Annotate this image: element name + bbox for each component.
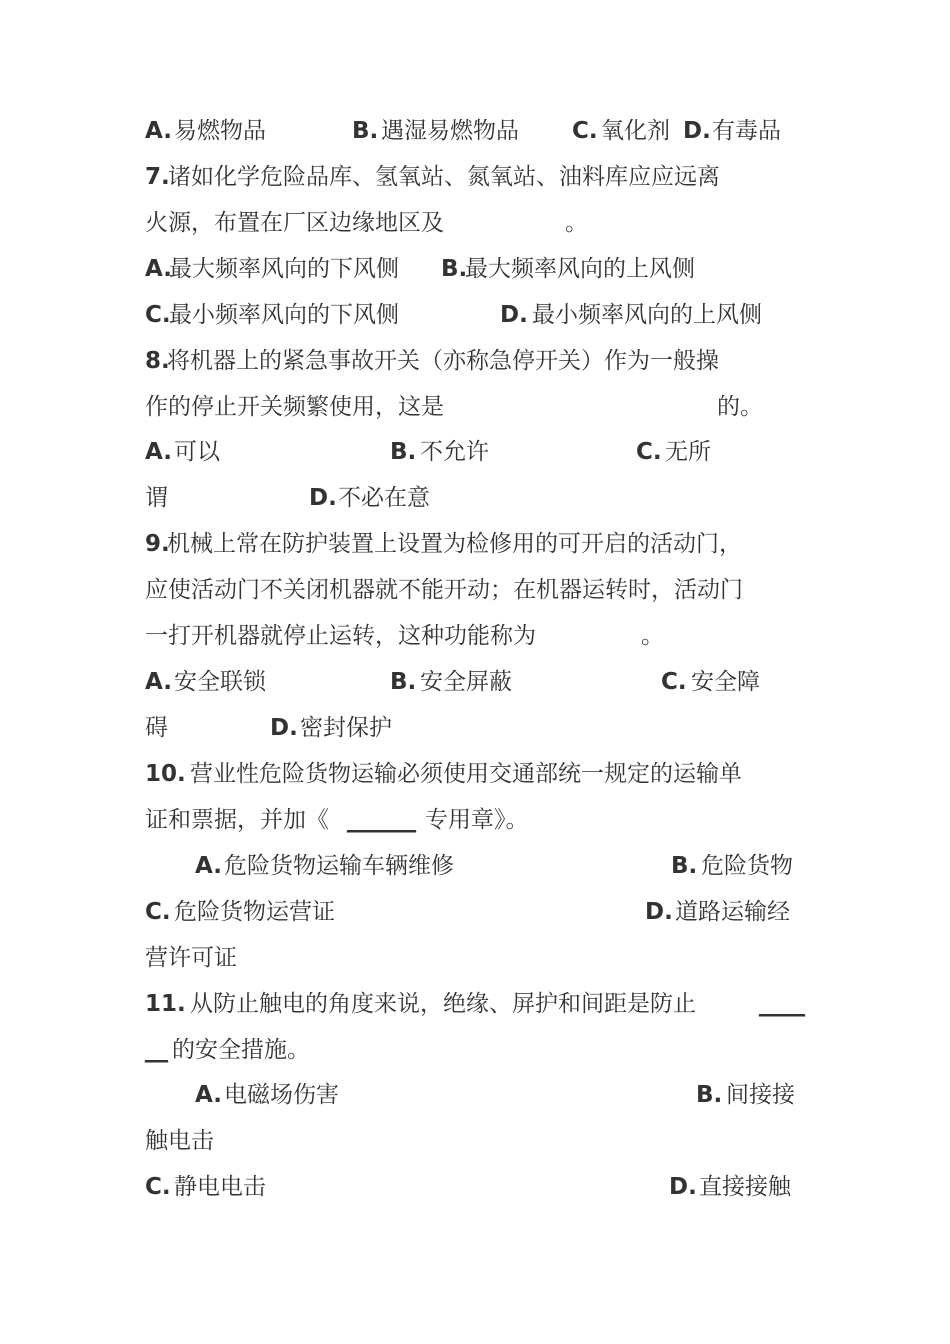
option-letter: D. — [309, 485, 337, 511]
text-segment: 密封保护 — [300, 715, 392, 741]
text-line — [145, 108, 825, 154]
text-line — [145, 981, 825, 1027]
option-letter: D. — [645, 899, 673, 925]
text-segment: 危险货物运营证 — [174, 899, 335, 925]
option-letter: C. — [636, 439, 662, 465]
text-segment: 安全联锁 — [174, 669, 266, 695]
option-letter: C. — [145, 1174, 171, 1200]
text-line — [145, 797, 825, 843]
text-segment: 无所 — [665, 439, 711, 465]
option-letter: C. — [572, 118, 598, 144]
option-letter: D. — [683, 118, 711, 144]
text-line — [145, 1027, 825, 1073]
text-segment: 作的停止开关频繁使用，这是 — [145, 394, 444, 420]
text-line — [145, 705, 825, 751]
text-line — [145, 613, 825, 659]
text-line — [145, 1072, 825, 1118]
text-segment: 诸如化学危险品库、氢氧站、氮氧站、油料库应应远离 — [168, 164, 720, 190]
question-number: 10. — [145, 761, 186, 787]
text-segment: 不必在意 — [338, 485, 430, 511]
text-segment: 最大频率风向的下风侧 — [169, 256, 399, 282]
text-segment: 谓 — [145, 485, 168, 511]
question-number: 11. — [145, 991, 186, 1017]
text-segment: 从防止触电的角度来说，绝缘、屏护和间距是防止 — [190, 991, 696, 1017]
text-segment: 一打开机器就停止运转，这种功能称为 — [145, 623, 536, 649]
option-letter: B. — [390, 669, 417, 695]
text-line — [145, 246, 825, 292]
text-line — [145, 292, 825, 338]
text-segment: 。 — [641, 623, 664, 649]
text-segment: 机械上常在防护装置上设置为检修用的可开启的活动门， — [167, 531, 742, 557]
option-letter: A. — [145, 118, 172, 144]
text-segment: 道路运输经 — [675, 899, 790, 925]
option-letter: C. — [145, 899, 171, 925]
answer-blank: ____ — [759, 991, 805, 1017]
text-segment: 火源，布置在厂区边缘地区及 — [145, 210, 444, 236]
text-segment: 直接接触 — [699, 1174, 791, 1200]
text-segment: 不允许 — [420, 439, 489, 465]
text-segment: 电磁场伤害 — [224, 1082, 339, 1108]
text-segment: 最小频率风向的上风侧 — [532, 302, 762, 328]
text-segment: 的。 — [717, 394, 763, 420]
text-line — [145, 751, 825, 797]
text-line — [145, 384, 825, 430]
text-segment: 间接接 — [726, 1082, 795, 1108]
option-letter: C. — [661, 669, 687, 695]
text-segment: 危险货物 — [701, 853, 793, 879]
text-segment: 专用章》。 — [425, 807, 529, 833]
text-segment: 氧化剂 — [601, 118, 670, 144]
text-line — [145, 1118, 825, 1164]
option-letter: A. — [145, 439, 172, 465]
text-segment: 可以 — [174, 439, 220, 465]
option-letter: B. — [441, 256, 468, 282]
option-letter: B. — [352, 118, 379, 144]
option-letter: B. — [390, 439, 417, 465]
text-segment: 应使活动门不关闭机器就不能开动；在机器运转时，活动门 — [145, 577, 743, 603]
option-letter: B. — [696, 1082, 723, 1108]
option-letter: A. — [195, 1082, 222, 1108]
text-segment: 安全障 — [691, 669, 760, 695]
option-letter: A. — [145, 669, 172, 695]
text-line — [145, 521, 825, 567]
option-letter: B. — [671, 853, 698, 879]
text-segment: 危险货物运输车辆维修 — [224, 853, 454, 879]
text-line — [145, 338, 825, 384]
text-line — [145, 154, 825, 200]
text-line — [145, 475, 825, 521]
text-segment: 静电电击 — [174, 1174, 266, 1200]
option-letter: D. — [500, 302, 528, 328]
text-segment: 营业性危险货物运输必须使用交通部统一规定的运输单 — [190, 761, 742, 787]
text-line — [145, 429, 825, 475]
text-segment: 营许可证 — [145, 945, 237, 971]
text-segment: 触电击 — [145, 1128, 214, 1154]
text-segment: 证和票据，并加《 — [145, 807, 329, 833]
text-line — [145, 200, 825, 246]
text-segment: 最大频率风向的上风侧 — [465, 256, 695, 282]
text-segment: 碍 — [145, 715, 168, 741]
question-number: 9. — [145, 531, 170, 557]
text-segment: 有毒品 — [712, 118, 781, 144]
text-line — [145, 567, 825, 613]
option-letter: C. — [145, 302, 171, 328]
text-line — [145, 1164, 825, 1210]
text-segment: 安全屏蔽 — [420, 669, 512, 695]
text-segment: 。 — [565, 210, 588, 236]
text-segment: 遇湿易燃物品 — [381, 118, 519, 144]
answer-blank: __ — [145, 1037, 168, 1063]
option-letter: D. — [669, 1174, 697, 1200]
option-letter: D. — [270, 715, 298, 741]
text-segment: 将机器上的紧急事故开关（亦称急停开关）作为一般操 — [167, 348, 719, 374]
question-number: 8. — [145, 348, 170, 374]
text-segment: 最小频率风向的下风侧 — [169, 302, 399, 328]
text-line — [145, 935, 825, 981]
text-line — [145, 659, 825, 705]
text-segment: 的安全措施。 — [172, 1037, 310, 1063]
text-segment: 易燃物品 — [174, 118, 266, 144]
option-letter: A. — [195, 853, 222, 879]
text-line — [145, 889, 825, 935]
text-line — [145, 843, 825, 889]
answer-blank: ______ — [347, 807, 416, 833]
question-number: 7. — [145, 164, 170, 190]
option-letter: A. — [145, 256, 172, 282]
